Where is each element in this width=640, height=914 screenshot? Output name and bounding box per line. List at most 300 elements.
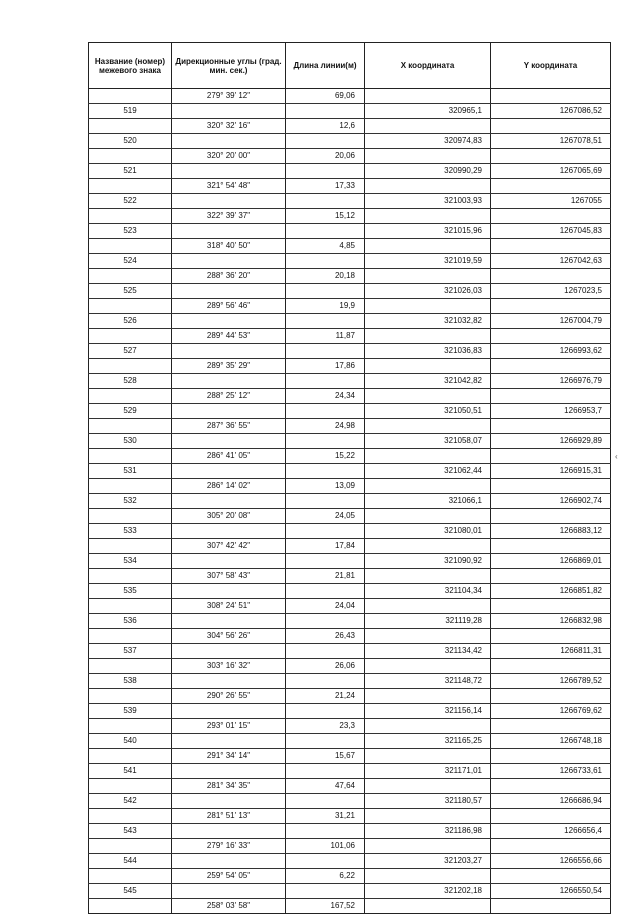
point-name: 536: [89, 614, 172, 629]
segment-y-empty: [491, 89, 611, 104]
point-angle-empty: [172, 344, 286, 359]
point-length-empty: [286, 194, 365, 209]
segment-length: 26,43: [286, 629, 365, 644]
point-row: [89, 494, 611, 509]
point-y-coordinate: 1266915,31: [491, 464, 611, 479]
point-x-coordinate: 321186,98: [365, 824, 491, 839]
segment-row: [89, 659, 611, 674]
point-y-coordinate: 1266869,01: [491, 554, 611, 569]
segment-angle: 308° 24' 51": [172, 599, 286, 614]
segment-length: 17,33: [286, 179, 365, 194]
segment-length: 23,3: [286, 719, 365, 734]
point-row: [89, 674, 611, 689]
point-length-empty: [286, 614, 365, 629]
segment-point-empty: [89, 299, 172, 314]
segment-row: [89, 689, 611, 704]
point-name: 539: [89, 704, 172, 719]
segment-row: [89, 359, 611, 374]
point-angle-empty: [172, 764, 286, 779]
segment-point-empty: [89, 209, 172, 224]
segment-y-empty: [491, 869, 611, 884]
point-row: [89, 104, 611, 119]
point-x-coordinate: 321165,25: [365, 734, 491, 749]
table-header-row: [89, 43, 611, 89]
segment-row: [89, 329, 611, 344]
point-x-coordinate: 320974,83: [365, 134, 491, 149]
point-x-coordinate: 321015,96: [365, 224, 491, 239]
point-name: 533: [89, 524, 172, 539]
point-angle-empty: [172, 494, 286, 509]
segment-x-empty: [365, 149, 491, 164]
point-y-coordinate: 1267042,63: [491, 254, 611, 269]
point-length-empty: [286, 464, 365, 479]
segment-angle: 258° 03' 58": [172, 899, 286, 914]
segment-point-empty: [89, 689, 172, 704]
point-y-coordinate: 1266733,61: [491, 764, 611, 779]
segment-x-empty: [365, 749, 491, 764]
segment-x-empty: [365, 539, 491, 554]
segment-length: 26,06: [286, 659, 365, 674]
segment-angle: 286° 41' 05": [172, 449, 286, 464]
segment-x-empty: [365, 599, 491, 614]
segment-y-empty: [491, 509, 611, 524]
point-row: [89, 434, 611, 449]
point-length-empty: [286, 584, 365, 599]
segment-length: 15,67: [286, 749, 365, 764]
boundary-coordinates-table: [88, 42, 611, 914]
point-row: [89, 164, 611, 179]
point-x-coordinate: 321134,42: [365, 644, 491, 659]
point-x-coordinate: 321026,03: [365, 284, 491, 299]
segment-x-empty: [365, 839, 491, 854]
segment-row: [89, 419, 611, 434]
point-name: 545: [89, 884, 172, 899]
segment-angle: 289° 56' 46": [172, 299, 286, 314]
point-angle-empty: [172, 554, 286, 569]
point-row: [89, 464, 611, 479]
point-name: 530: [89, 434, 172, 449]
segment-point-empty: [89, 449, 172, 464]
segment-length: 12,6: [286, 119, 365, 134]
point-length-empty: [286, 734, 365, 749]
segment-row: [89, 209, 611, 224]
point-angle-empty: [172, 284, 286, 299]
point-row: [89, 404, 611, 419]
segment-x-empty: [365, 329, 491, 344]
segment-angle: 307° 42' 42": [172, 539, 286, 554]
point-name: 526: [89, 314, 172, 329]
segment-length: 24,98: [286, 419, 365, 434]
segment-y-empty: [491, 239, 611, 254]
point-length-empty: [286, 374, 365, 389]
segment-x-empty: [365, 899, 491, 914]
segment-row: [89, 869, 611, 884]
segment-y-empty: [491, 659, 611, 674]
segment-y-empty: [491, 839, 611, 854]
segment-angle: 281° 34' 35": [172, 779, 286, 794]
segment-y-empty: [491, 329, 611, 344]
point-y-coordinate: 1266883,12: [491, 524, 611, 539]
point-angle-empty: [172, 824, 286, 839]
segment-angle: 303° 16' 32": [172, 659, 286, 674]
segment-x-empty: [365, 809, 491, 824]
point-y-coordinate: 1266748,18: [491, 734, 611, 749]
segment-y-empty: [491, 299, 611, 314]
point-name: 522: [89, 194, 172, 209]
segment-point-empty: [89, 659, 172, 674]
segment-length: 69,06: [286, 89, 365, 104]
segment-point-empty: [89, 719, 172, 734]
segment-x-empty: [365, 359, 491, 374]
segment-point-empty: [89, 749, 172, 764]
segment-point-empty: [89, 329, 172, 344]
segment-angle: 281° 51' 13": [172, 809, 286, 824]
point-x-coordinate: 321036,83: [365, 344, 491, 359]
segment-angle: 318° 40' 50": [172, 239, 286, 254]
point-name: 540: [89, 734, 172, 749]
segment-x-empty: [365, 299, 491, 314]
segment-x-empty: [365, 869, 491, 884]
point-y-coordinate: 1267004,79: [491, 314, 611, 329]
point-x-coordinate: 321080,01: [365, 524, 491, 539]
point-x-coordinate: 321104,34: [365, 584, 491, 599]
segment-point-empty: [89, 899, 172, 914]
point-x-coordinate: 320965,1: [365, 104, 491, 119]
segment-row: [89, 119, 611, 134]
segment-y-empty: [491, 749, 611, 764]
point-length-empty: [286, 404, 365, 419]
segment-point-empty: [89, 539, 172, 554]
point-name: 541: [89, 764, 172, 779]
segment-angle: 321° 54' 48": [172, 179, 286, 194]
point-x-coordinate: 321019,59: [365, 254, 491, 269]
segment-length: 24,05: [286, 509, 365, 524]
point-length-empty: [286, 704, 365, 719]
segment-row: [89, 479, 611, 494]
segment-point-empty: [89, 269, 172, 284]
segment-point-empty: [89, 629, 172, 644]
segment-point-empty: [89, 419, 172, 434]
point-row: [89, 884, 611, 899]
point-y-coordinate: 1266851,82: [491, 584, 611, 599]
point-length-empty: [286, 554, 365, 569]
segment-y-empty: [491, 419, 611, 434]
point-y-coordinate: 1266832,98: [491, 614, 611, 629]
point-x-coordinate: 321090,92: [365, 554, 491, 569]
segment-x-empty: [365, 209, 491, 224]
segment-angle: 304° 56' 26": [172, 629, 286, 644]
segment-angle: 288° 36' 20": [172, 269, 286, 284]
segment-length: 15,22: [286, 449, 365, 464]
point-row: [89, 644, 611, 659]
point-y-coordinate: 1266976,79: [491, 374, 611, 389]
point-y-coordinate: 1266953,7: [491, 404, 611, 419]
segment-angle: 322° 39' 37": [172, 209, 286, 224]
segment-length: 6,22: [286, 869, 365, 884]
segment-row: [89, 449, 611, 464]
segment-length: 47,64: [286, 779, 365, 794]
point-angle-empty: [172, 884, 286, 899]
segment-angle: 320° 32' 16": [172, 119, 286, 134]
point-y-coordinate: 1267086,52: [491, 104, 611, 119]
point-row: [89, 374, 611, 389]
segment-row: [89, 599, 611, 614]
segment-point-empty: [89, 779, 172, 794]
point-x-coordinate: 321202,18: [365, 884, 491, 899]
segment-point-empty: [89, 179, 172, 194]
segment-point-empty: [89, 89, 172, 104]
point-row: [89, 734, 611, 749]
point-length-empty: [286, 314, 365, 329]
point-angle-empty: [172, 314, 286, 329]
segment-angle: 279° 39' 12": [172, 89, 286, 104]
header-y-coordinate: Y координата: [491, 43, 611, 89]
point-y-coordinate: 1266556,66: [491, 854, 611, 869]
point-length-empty: [286, 104, 365, 119]
segment-row: [89, 839, 611, 854]
segment-length: 20,18: [286, 269, 365, 284]
segment-angle: 279° 16' 33": [172, 839, 286, 854]
segment-length: 17,84: [286, 539, 365, 554]
segment-point-empty: [89, 239, 172, 254]
segment-row: [89, 899, 611, 914]
point-name: 543: [89, 824, 172, 839]
segment-row: [89, 149, 611, 164]
point-length-empty: [286, 344, 365, 359]
point-row: [89, 764, 611, 779]
segment-point-empty: [89, 809, 172, 824]
segment-y-empty: [491, 719, 611, 734]
point-angle-empty: [172, 584, 286, 599]
segment-y-empty: [491, 269, 611, 284]
segment-length: 24,34: [286, 389, 365, 404]
point-y-coordinate: 1267055: [491, 194, 611, 209]
point-angle-empty: [172, 794, 286, 809]
segment-x-empty: [365, 659, 491, 674]
point-y-coordinate: 1266789,52: [491, 674, 611, 689]
point-length-empty: [286, 884, 365, 899]
segment-angle: 320° 20' 00": [172, 149, 286, 164]
segment-y-empty: [491, 599, 611, 614]
point-name: 537: [89, 644, 172, 659]
table-body: [89, 89, 611, 914]
point-row: [89, 554, 611, 569]
point-x-coordinate: 321171,01: [365, 764, 491, 779]
point-y-coordinate: 1266550,54: [491, 884, 611, 899]
point-y-coordinate: 1266902,74: [491, 494, 611, 509]
point-name: 544: [89, 854, 172, 869]
segment-x-empty: [365, 239, 491, 254]
point-x-coordinate: 321062,44: [365, 464, 491, 479]
point-x-coordinate: 321032,82: [365, 314, 491, 329]
segment-length: 17,86: [286, 359, 365, 374]
segment-point-empty: [89, 119, 172, 134]
segment-point-empty: [89, 149, 172, 164]
segment-row: [89, 509, 611, 524]
segment-angle: 307° 58' 43": [172, 569, 286, 584]
segment-x-empty: [365, 479, 491, 494]
point-name: 524: [89, 254, 172, 269]
segment-row: [89, 239, 611, 254]
segment-y-empty: [491, 899, 611, 914]
segment-y-empty: [491, 479, 611, 494]
segment-row: [89, 809, 611, 824]
point-x-coordinate: 321180,57: [365, 794, 491, 809]
segment-y-empty: [491, 629, 611, 644]
segment-row: [89, 179, 611, 194]
segment-row: [89, 539, 611, 554]
header-line-length: Длина линии(м): [286, 43, 365, 89]
point-row: [89, 344, 611, 359]
segment-point-empty: [89, 869, 172, 884]
point-name: 527: [89, 344, 172, 359]
segment-angle: 286° 14' 02": [172, 479, 286, 494]
segment-y-empty: [491, 539, 611, 554]
segment-length: 21,81: [286, 569, 365, 584]
point-row: [89, 614, 611, 629]
point-angle-empty: [172, 734, 286, 749]
point-y-coordinate: 1266993,62: [491, 344, 611, 359]
point-row: [89, 704, 611, 719]
point-length-empty: [286, 164, 365, 179]
segment-length: 11,87: [286, 329, 365, 344]
segment-length: 167,52: [286, 899, 365, 914]
margin-mark: ‹: [615, 452, 618, 461]
point-name: 534: [89, 554, 172, 569]
point-length-empty: [286, 854, 365, 869]
point-row: [89, 584, 611, 599]
point-length-empty: [286, 494, 365, 509]
point-angle-empty: [172, 134, 286, 149]
segment-row: [89, 719, 611, 734]
point-angle-empty: [172, 194, 286, 209]
point-angle-empty: [172, 104, 286, 119]
segment-length: 21,24: [286, 689, 365, 704]
segment-length: 20,06: [286, 149, 365, 164]
point-row: [89, 194, 611, 209]
point-angle-empty: [172, 524, 286, 539]
point-y-coordinate: 1267065,69: [491, 164, 611, 179]
segment-point-empty: [89, 569, 172, 584]
point-name: 521: [89, 164, 172, 179]
segment-x-empty: [365, 269, 491, 284]
point-angle-empty: [172, 164, 286, 179]
point-length-empty: [286, 224, 365, 239]
point-row: [89, 854, 611, 869]
point-name: 535: [89, 584, 172, 599]
segment-y-empty: [491, 179, 611, 194]
point-angle-empty: [172, 674, 286, 689]
point-x-coordinate: 321148,72: [365, 674, 491, 689]
point-angle-empty: [172, 254, 286, 269]
segment-row: [89, 569, 611, 584]
coordinates-sheet: [88, 42, 610, 914]
header-x-coordinate: X координата: [365, 43, 491, 89]
segment-row: [89, 749, 611, 764]
point-angle-empty: [172, 464, 286, 479]
segment-x-empty: [365, 719, 491, 734]
point-y-coordinate: 1267078,51: [491, 134, 611, 149]
segment-y-empty: [491, 449, 611, 464]
segment-x-empty: [365, 389, 491, 404]
point-x-coordinate: 321058,07: [365, 434, 491, 449]
point-name: 528: [89, 374, 172, 389]
segment-point-empty: [89, 509, 172, 524]
point-length-empty: [286, 794, 365, 809]
point-name: 542: [89, 794, 172, 809]
point-x-coordinate: 321066,1: [365, 494, 491, 509]
segment-row: [89, 299, 611, 314]
point-name: 538: [89, 674, 172, 689]
point-row: [89, 314, 611, 329]
header-point-name: Название (номер) межевого знака: [89, 43, 172, 89]
point-angle-empty: [172, 704, 286, 719]
point-name: 529: [89, 404, 172, 419]
point-name: 531: [89, 464, 172, 479]
point-angle-empty: [172, 224, 286, 239]
point-y-coordinate: 1266811,31: [491, 644, 611, 659]
segment-x-empty: [365, 419, 491, 434]
point-row: [89, 794, 611, 809]
point-x-coordinate: 321156,14: [365, 704, 491, 719]
point-name: 519: [89, 104, 172, 119]
segment-angle: 291° 34' 14": [172, 749, 286, 764]
point-name: 525: [89, 284, 172, 299]
point-y-coordinate: 1267023,5: [491, 284, 611, 299]
segment-length: 19,9: [286, 299, 365, 314]
point-y-coordinate: 1267045,83: [491, 224, 611, 239]
segment-angle: 289° 35' 29": [172, 359, 286, 374]
point-row: [89, 224, 611, 239]
point-row: [89, 524, 611, 539]
segment-x-empty: [365, 689, 491, 704]
point-name: 520: [89, 134, 172, 149]
segment-y-empty: [491, 119, 611, 134]
point-y-coordinate: 1266686,94: [491, 794, 611, 809]
point-x-coordinate: 321119,28: [365, 614, 491, 629]
segment-length: 4,85: [286, 239, 365, 254]
point-length-empty: [286, 134, 365, 149]
segment-y-empty: [491, 389, 611, 404]
segment-length: 13,09: [286, 479, 365, 494]
segment-angle: 290° 26' 55": [172, 689, 286, 704]
segment-row: [89, 89, 611, 104]
segment-x-empty: [365, 179, 491, 194]
point-row: [89, 254, 611, 269]
segment-x-empty: [365, 629, 491, 644]
point-x-coordinate: 321042,82: [365, 374, 491, 389]
segment-y-empty: [491, 689, 611, 704]
point-row: [89, 134, 611, 149]
segment-x-empty: [365, 119, 491, 134]
segment-y-empty: [491, 209, 611, 224]
point-y-coordinate: 1266929,89: [491, 434, 611, 449]
point-length-empty: [286, 284, 365, 299]
segment-y-empty: [491, 149, 611, 164]
segment-x-empty: [365, 449, 491, 464]
point-x-coordinate: 321050,51: [365, 404, 491, 419]
segment-angle: 293° 01' 15": [172, 719, 286, 734]
segment-point-empty: [89, 479, 172, 494]
point-y-coordinate: 1266769,62: [491, 704, 611, 719]
segment-x-empty: [365, 509, 491, 524]
point-y-coordinate: 1266656,4: [491, 824, 611, 839]
segment-length: 101,06: [286, 839, 365, 854]
segment-point-empty: [89, 359, 172, 374]
point-x-coordinate: 320990,29: [365, 164, 491, 179]
segment-angle: 288° 25' 12": [172, 389, 286, 404]
point-length-empty: [286, 524, 365, 539]
